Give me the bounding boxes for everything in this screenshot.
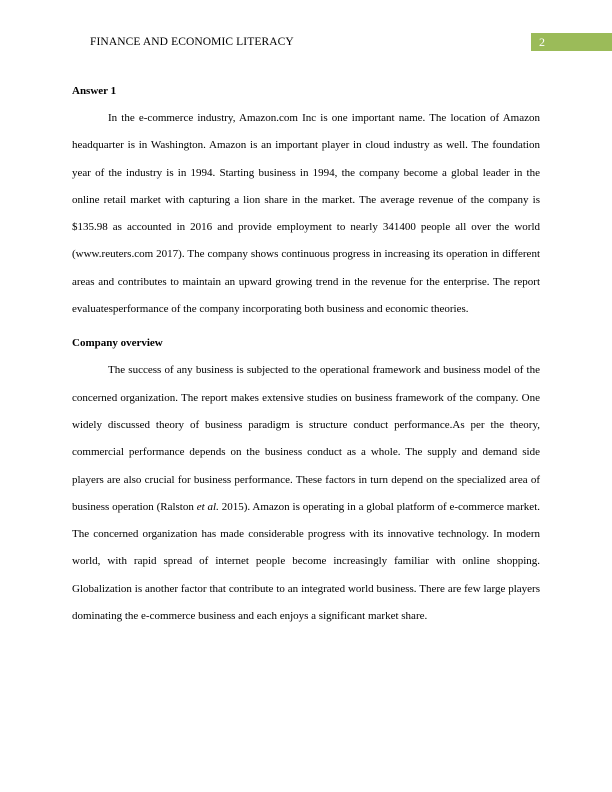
document-body [72,77,540,630]
section-heading-company-overview: Company overview [72,337,163,350]
answer-1-paragraph: In the e-commerce industry, Amazon.com Inc is one important name. The location of Amazon headquarter is in Washington. Amazon is an important player in cloud industry as well. The foundation year of the industry is in 1994. Starting business in 1994, the company become a global leader in the online retail market with capturing a lion share in the market. The average revenue of the company is $135.98 as accounted in 2016 and provide employment to nearly 341400 people all over the world (www.reuters.com 2017). The company shows continuous progress in increasing its operation in different areas and contributes to maintain an upward growing trend in the revenue for the enterprise. The report evaluatesperformance of the company incorporating both business and economic theories. [72,112,540,316]
company-overview-paragraph [72,357,540,630]
company-overview-text-part-1: The success of any business is subjected to the operational framework and business model of the concerned organization. The report makes extensive studies on business framework of the company. One widely discussed theory of business paradigm is structure conduct performance.As per the theory, commercial performance depends on the business conduct as a whole. The supply and demand side players are also crucial for business performance. These factors in turn depend on the specialized area of business operation (Ralston [72,364,540,513]
section-heading-answer-1: Answer 1 [72,85,117,97]
company-overview-text-part-2: 2015). Amazon is operating in a global platform of e-commerce market. The concerned organization has made considerable progress with its innovative technology. In modern world, with rapid spread of internet people become increasingly familiar with online shopping. Globalization is another factor that contribute to an integrated world business. There are few large players dominating the e-commerce business and each enjoys a significant market share. [72,500,540,623]
page-number-badge [531,33,612,51]
running-header-title: FINANCE AND ECONOMIC LITERACY [90,36,294,48]
citation-et-al: et al. [196,500,219,513]
page-number: 2 [539,35,545,49]
